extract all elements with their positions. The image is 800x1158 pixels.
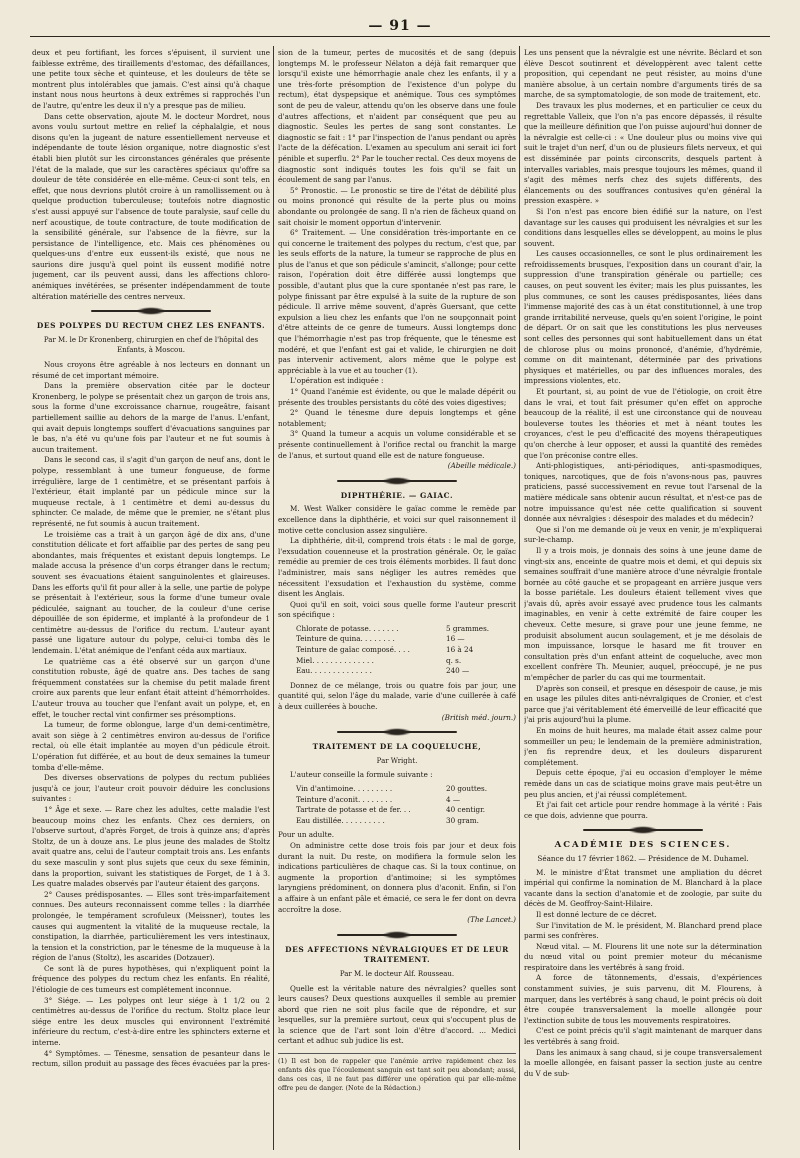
- paragraph: Le quatrième cas a été observé sur un garçon d'une constitution robuste, âgé de quatre ans. Des taches de sang fréquemment constatées sur la chemise du petit malade firent croire aux parents que leur enfant était atteint d'hémorrhoïdes. L'auteur trouva au toucher que l'enfant avait un polype, et, en effet, le toucher rectal vint confirmer ses présomptions.: [32, 656, 270, 719]
- column-3: [524, 48, 762, 1152]
- byline: Par Wright.: [376, 756, 418, 765]
- section-ornament: [91, 307, 211, 315]
- paragraph: Donnez de ce mélange, trois ou quatre fois par jour, une quantité qui, selon l'âge du malade, varie d'une cuillerée à café à deux cuillerées à bouche.: [278, 680, 516, 712]
- paragraph: Il y a trois mois, je donnais des soins à une jeune dame de vingt-six ans, enceinte de quatre mois et demi, et qui depuis six semaines souffrait d'une manière atroce d'une névralgie frontale bornée au côté gauche et se propageant en arrière jusque vers la bosse pariétale. Les douleurs étaient tellement vives que j'avais dû, après avoir essayé avec prudence tous les calmants imaginables, en venir à cette extrémité de faire couper les cheveux. Cette mesure, si grave pour une jeune femme, ne produisit absolument aucun soulagement, et je me désolais de mon impuissance, lorsque le hasard me fit trouver en consultation près d'un enfant atteint de coqueluche, avec mon excellent confrère Th. Meunier, auquel, préoccupé, je ne pus m'empêcher de parler du cas qui me tourmentait.: [524, 545, 762, 683]
- source-citation: (Abeille médicale.): [447, 461, 516, 471]
- paragraph: Ce sont là de pures hypothèses, qui n'expliquent point la fréquence des polypes du rectum chez les enfants. En réalité, l'étiologie de ces tumeurs est complétement inconnue.: [32, 963, 270, 995]
- paragraph: 1° Quand l'anémie est évidente, ou que le malade dépérit ou présente des troubles persistants du côté des voies digestives;: [278, 387, 516, 407]
- source-citation: (The Lancet.): [467, 915, 516, 925]
- section-title: ACADÉMIE DES SCIENCES.: [554, 840, 732, 851]
- paragraph: Le troisième cas a trait à un garçon âgé de dix ans, d'une constitution délicate et fort affaiblie par des pertes de sang peu abondantes, mais fréquentes et existant depuis longtemps. Le malade accusa la présence d'un corps étranger dans le rectum; souvent ses évacuations étaient sanguinolentes et glaireuses. Dans les efforts qu'il fit pour aller à la selle, une partie de polype se présentait à l'extérieur, sous la forme d'une tumeur ovale pédiculée, saignant au toucher, de la couleur d'une cerise dépouillée de son épiderme, et implanté à la profondeur de 1 centimètre au-dessus de l'orifice du rectum. L'auteur ayant passé une ligature autour du polype, celui-ci tomba dès le lendemain. L'état anémique de l'enfant céda aux martiaux.: [32, 529, 270, 656]
- paragraph: Depuis cette époque, j'ai eu occasion d'employer le même remède dans un cas de sciatique moins grave mais peut-être un peu plus ancien, et j'ai réussi complétement.: [524, 768, 762, 799]
- paragraph: Et pourtant, si, au point de vue de l'étiologie, on croit être dans le vrai, et tout fait présumer qu'en effet on approche beaucoup de la réalité, il est une circonstance qui de nouveau bouleverse toutes les théories et met à néant toutes les croyances, c'est le peu d'efficacité des moyens thérapeutiques qu'on cherche à leur opposer, et aussi la quantité des remèdes que l'on préconise contre elles.: [524, 387, 762, 460]
- section-title: TRAITEMENT DE LA COQUELUCHE,: [312, 742, 482, 752]
- prescription-row: Eau. . . . . . . . . . . . . . 240 —: [296, 666, 470, 676]
- paragraph: M. West Walker considère le gaïac comme le remède par excellence dans la diphthérie, et voici sur quel raisonnement il motive cette conclusion assez singulière.: [278, 504, 516, 535]
- paragraph: D'après son conseil, et presque en désespoir de cause, je mis en usage les pilules dites anti-névralgiques de Cronier, et c'est parce que j'ai véritablement été émerveillé de leur efficacité que j'ai pris aujourd'hui la plume.: [524, 683, 762, 725]
- page-number: — 91 —: [368, 18, 432, 34]
- byline: Par M. le docteur Alf. Rousseau.: [339, 969, 455, 978]
- paragraph: On administre cette dose trois fois par jour et deux fois durant la nuit. Du reste, on modifiera la formule selon les indications particulières de chaque cas. Si la toux continue, on augmente la proportion d'antimoine; si les symptômes laryngiens prédominent, on donnera plus d'aconit. Enfin, si l'on a affaire à un enfant pâle et émacié, ce sera le fer dont on devra accroître la dose.: [278, 840, 516, 914]
- session-line: Séance du 17 février 1862. — Présidence de M. Duhamel.: [537, 853, 749, 863]
- column-rule: [519, 46, 520, 1150]
- section-title: DIPHTHÉRIE. — GAIAC.: [340, 490, 454, 500]
- paragraph: L'opération est indiquée :: [290, 376, 384, 386]
- prescription-list: [296, 624, 516, 677]
- paragraph: Sur l'invitation de M. le président, M. Blanchard prend place parmi ses confrères.: [524, 920, 762, 941]
- paragraph: Nous croyons être agréable à nos lecteurs en donnant un résumé de cet important mémoire.: [32, 360, 270, 380]
- paragraph: En moins de huit heures, ma malade était assez calme pour sommeiller un peu; le lendemain de la première administration, j'en fis reprendre deux, et les douleurs disparurent complétement.: [524, 726, 762, 767]
- paragraph: Si l'on n'est pas encore bien édifié sur la nature, on l'est davantage sur les causes qui produisent les névralgies et sur les conditions dans lesquelles elles se développent, au moins le plus souvent.: [524, 206, 762, 248]
- prescription-row: Teinture de gaïac composé. . . . 16 à 24: [296, 645, 474, 655]
- prescription-row: Vin d'antimoine. . . . . . . . . 20 gouttes.: [296, 784, 487, 793]
- paragraph: Les uns pensent que la névralgie est une névrite. Béclard et son élève Descot soutinrent et développèrent avec talent cette proposition, qui cependant ne peut résister, au moins d'une manière absolue, à un certain nombre d'arguments tirés de sa marche, de sa symptomatologie, de son mode de traitement, etc.: [524, 48, 762, 100]
- page-header: [30, 18, 770, 37]
- footnote: (1) Il est bon de rappeler que l'anémie arrive rapidement chez les enfants dès que l'écoulement sanguin est tant soit peu abondant; aussi, dans ces cas, il ne faut pas différer une opération qui par elle-même offre peu de danger. (Note de la Rédaction.): [278, 1053, 516, 1093]
- section-title: DES AFFECTIONS NÉVRALGIQUES ET DE LEUR TRAITEMENT.: [285, 944, 509, 965]
- prescription-row: Teinture d'aconit. . . . . . . . 4 —: [296, 794, 461, 804]
- paragraph: Des travaux les plus modernes, et en particulier ce ceux du regrettable Valleix, que l'on n'a pas encore dépassés, il résulte que la meilleure définition que l'on puisse aujourd'hui donner de la névralgie est celle-ci : « Une douleur plus ou moins vive qui suit le trajet d'un nerf, d'un ou de plusieurs filets nerveux, et qui est disséminée par points circonscrits, desquels partent à intervalles variables, mais presque toujours les mêmes, quand il s'agit des mêmes nerfs chez des sujets différents, des élancements ou des souffrances contusives qu'en général la pression exaspère. »: [524, 100, 762, 206]
- paragraph: Dans les animaux à sang chaud, si je coupe transversalement la moelle allongée, en faisant passer la section juste au centre du V de sub-: [524, 1047, 762, 1078]
- paragraph: Quoi qu'il en soit, voici sous quelle forme l'auteur prescrit son spécifique :: [278, 599, 516, 620]
- paragraph: L'auteur conseille la formule suivante :: [290, 770, 433, 780]
- byline: Par M. le Dr Kronenberg, chirurgien en chef de l'hôpital des Enfants, à Moscou.: [43, 335, 259, 355]
- section-ornament: [583, 826, 703, 834]
- paragraph: Dans cette observation, ajoute M. le docteur Mordret, nous avons voulu surtout mettre en relief la céphalalgie, et nous disons qu'en la jugeant de nature essentiellement nerveuse et indépendante de toute lésion organique, notre diagnostic s'est établi bien plutôt sur les circonstances générales que présente l'état de la malade, que sur les caractères spéciaux qu'offre sa douleur de tête considérée en elle-même. Ceux-ci sont tels, en effet, que nous devrions plutôt croire à un ramollissement ou à quelque production tuberculeuse; toutefois notre diagnostic s'est aussi appuyé sur l'absence de toute paralysie, sauf celle du nerf acoustique, de toute contracture, de toute modification de la sensibilité générale, sur l'absence de la fièvre, sur la persistance de l'intelligence, etc. Mais ces phénomènes ou quelques-uns d'entre eux eussent-ils existé, que nous ne saurions dire jusqu'à quel point ils eussent modifié notre jugement, car ils peuvent aussi, dans les affections chloro-anémiques invétérées, se présenter indépendamment de toute altération matérielle des centres nerveux.: [32, 111, 270, 301]
- paragraph: A force de tâtonnements, d'essais, d'expériences constamment suivies, je suis parvenu, dit M. Flourens, à marquer, dans les vertébrés à sang chaud, le point précis où doit être coupée transversalement la moelle allongée pour l'extinction subite de tous les mouvements respiratoires.: [524, 973, 762, 1025]
- paragraph: 2° Causes prédisposantes. — Elles sont très-imparfaitement connues. Des auteurs reconnaissent comme telles : la diarrhée prolongée, le tempérament scrofuleux (Meissner), toutes les causes qui augmentent la vitalité de la muqueuse rectale, la constipation, la diarrhée, particulièrement les vers intestinaux, la tension et la constriction, par le ténesme de la muqueuse à la région de l'anus (Stoltz), les ascarides (Dotzauer).: [32, 889, 270, 963]
- paragraph: 3° Quand la tumeur a acquis un volume considérable et se présente continuellement à l'orifice rectal ou franchit la marge de l'anus, et surtout quand elle est de nature fongueuse.: [278, 429, 516, 460]
- paragraph: 3° Siége. — Les polypes ont leur siége à 1 1/2 ou 2 centimètres au-dessus de l'orifice du rectum. Stoltz place leur siége entre les deux muscles qui environnent l'extrémité inférieure du rectum, c'est-à-dire entre les sphincters externe et interne.: [32, 995, 270, 1048]
- paragraph: Nœud vital. — M. Flourens lit une note sur la détermination du nœud vital ou point premier moteur du mécanisme respiratoire dans les vertébrés à sang froid.: [524, 941, 762, 972]
- prescription-row: Miel. . . . . . . . . . . . . . q. s.: [296, 655, 462, 665]
- paragraph: Les causes occasionnelles, ce sont le plus ordinairement les refroidissements brusques, l'exposition dans un courant d'air, la suppression d'une transpiration générale ou partielle; ces causes, on peut souvent les éviter; mais les plus puissantes, les plus communes, ce sont les causes prédisposantes, liées dans l'immense majorité des cas à un état constitutionnel, à une trop grande irritabilité nerveuse, quels qu'en soient l'origine, le point de départ. Or on sait que les constitutions les plus nerveuses sont celles des personnes qui sont habituellement dans un état de chlorose plus ou moins prononcé, d'anémie, d'hydrémie, comme on dit maintenant, déterminée par des privations physiques et matérielles, ou par des influences morales, des impressions violentes, etc.: [524, 249, 762, 386]
- prescription-list: [296, 784, 516, 826]
- paragraph: C'est ce point précis qu'il s'agit maintenant de marquer dans les vertébrés à sang froid.: [524, 1026, 762, 1047]
- column-rule: [273, 46, 274, 1150]
- paragraph: 6° Traitement. — Une considération très-importante en ce qui concerne le traitement des polypes du rectum, c'est que, par les seuls efforts de la nature, la tumeur se rapproche de plus en plus de l'anus et que son pédicule s'amincit, s'allonge; pour cette raison, l'opération doit être différée aussi longtemps que possible, d'autant plus que la cure spontanée n'est pas rare, le polype finissant par être expulsé à la suite de la rupture de son pédicule. Il arrive même souvent, d'après Guersant, que cette expulsion a lieu chez les enfants que l'on ne soupçonnait point d'être atteints de ce genre de tumeurs. Aussi longtemps donc que l'hémorrhagie n'est pas trop fréquente, que le ténesme est modéré, et que l'enfant est gai et valide, le chirurgien ne doit pas intervenir activement, alors même que le polype est appréciable à la vue et au toucher (1).: [278, 228, 516, 375]
- paragraph: Pour un adulte.: [278, 830, 335, 840]
- paragraph: Anti-phlogistiques, anti-périodiques, anti-spasmodiques, toniques, narcotiques, que de fois n'avons-nous pas, pauvres praticiens, passé successivement en revue tout l'arsenal de la matière médicale sans obtenir aucun résultat, et n'est-ce pas de notre impuissance qu'est née cette qualification si souvent donnée aux névralgies : désespoir des malades et du médecin?: [524, 461, 762, 524]
- paragraph: La tumeur, de forme oblongue, large d'un demi-centimètre, avait son siège à 2 centimètres environ au-dessus de l'orifice rectal, où elle était implantée au moyen d'un pédicule étroit. L'opération fut différée, et au bout de deux semaines la tumeur tomba d'elle-même.: [32, 720, 270, 772]
- paragraph: Et j'ai fait cet article pour rendre hommage à la vérité : Fais ce que dois, advienne que pourra.: [524, 800, 762, 820]
- prescription-row: Eau distillée. . . . . . . . . . 30 gram.: [296, 815, 479, 825]
- source-citation: (British méd. journ.): [441, 712, 516, 722]
- paragraph: Quelle est la véritable nature des névralgies? quelles sont leurs causes? Deux questions auxquelles il semble au premier abord que rien ne soit plus facile que de répondre, et sur lesquelles, sur la première surtout, ceux qui s'occupent plus de la science que de l'art sont loin d'être d'accord. ... Medici certant et adhuc sub judice lis est.: [278, 983, 516, 1046]
- section-ornament: [337, 728, 457, 736]
- paragraph: Des diverses observations de polypes du rectum publiées jusqu'à ce jour, l'auteur croit pouvoir déduire les conclusions suivantes :: [32, 773, 270, 804]
- prescription-row: Teinture de quina. . . . . . . . 16 —: [296, 634, 465, 644]
- paragraph: sion de la tumeur, pertes de mucosités et de sang (depuis longtemps M. le professeur Nélaton a déjà fait remarquer que lorsqu'il existe une hémorrhagie anale chez les enfants, il y a une très-forte présomption de l'existence d'un polype du rectum), état dyspepsique et anémique. Tous ces symptômes sont de peu de valeur, attendu qu'on les observe dans une foule d'autres affections, et n'aident par conséquent que peu au diagnostic. Seules les pertes de sang sont constantes. Le diagnostic se fait : 1° par l'inspection de l'anus pendant ou après l'acte de la défécation. L'examen au speculum ani serait ici fort pénible et superflu. 2° Par le toucher rectal. Ces deux moyens de diagnostic sont indiqués toutes les fois qu'il se fait un écoulement de sang par l'anus.: [278, 48, 516, 185]
- paragraph: La diphthérie, dit-il, comprend trois états : le mal de gorge, l'exsudation couenneuse et la prostration générale. Or, le gaïac remédie au premier de ces trois éléments morbides. Il faut donc l'administrer, mais sans négliger les autres remèdes que nécessitent l'exsudation et l'exhaustion du système, comme disent les Anglais.: [278, 536, 516, 599]
- prescription-row: Chlorate de potasse. . . . . . . 5 grammes.: [296, 623, 490, 633]
- paragraph: M. le ministre d'État transmet une ampliation du décret impérial qui confirme la nomination de M. Blanchard à la place vacante dans la section d'anatomie et de zoologie, par suite du décès de M. Geoffroy-Saint-Hilaire.: [524, 867, 762, 909]
- section-ornament: [337, 931, 457, 939]
- paragraph: Dans le second cas, il s'agit d'un garçon de neuf ans, dont le polype, ressemblant à une tumeur fongueuse, de forme irrégulière, large de 1 centimètre, et se présentant parfois à l'extérieur, était implanté par un pédicule mince sur la muqueuse rectale, à 1 centimètre et demi au-dessus du sphincter. Ce malade, de même que le premier, ne s'étant plus représenté, ne fut soumis à aucun traitement.: [32, 455, 270, 528]
- paragraph: 4° Symptômes. — Ténesme, sensation de pesanteur dans le rectum, sillon produit au passage des fèces évacuées par la pres-: [32, 1048, 270, 1069]
- paragraph: Il est donné lecture de ce décret.: [536, 909, 657, 919]
- paragraph: Dans la première observation citée par le docteur Kronenberg, le polype se présentait chez un garçon de trois ans, sous la forme d'une excroissance charnue, rougeâtre, faisant partiellement saillie au dehors de la marge de l'anus. L'enfant, qui avait depuis longtemps souffert d'évacuations sanguines par le bas, n'a été vu qu'une fois par l'auteur et ne fut soumis à aucun traitement.: [32, 381, 270, 454]
- paragraph: Que si l'on me demande où je veux en venir, je m'expliquerai sur-le-champ.: [524, 524, 762, 545]
- column-1: [32, 48, 270, 1152]
- prescription-row: Tartrate de potasse et de fer. . . 40 centigr.: [296, 805, 486, 815]
- paragraph: 5° Pronostic. — Le pronostic se tire de l'état de débilité plus ou moins prononcé qui résulte de la perte plus ou moins abondante ou prolongée de sang. Il n'a rien de fâcheux quand on sait choisir le moment opportun d'intervenir.: [278, 185, 516, 227]
- section-title: DES POLYPES DU RECTUM CHEZ LES ENFANTS.: [36, 321, 266, 331]
- column-2: [278, 48, 516, 1152]
- paragraph: deux et peu fortifiant, les forces s'épuisent, il survient une faiblesse extrême, des tiraillements d'estomac, des défaillances, une petite toux sèche et quinteuse, et les douleurs de tête se montrent plus intolérables que jamais. C'est ainsi qu'à chaque instant nous nous heurtons à deux extrêmes si rapprochés l'un de l'autre, qu'entre les deux il n'y a presque pas de milieu.: [32, 48, 270, 110]
- section-ornament: [337, 477, 457, 485]
- paragraph: 2° Quand le ténesme dure depuis longtemps et gêne notablement;: [278, 408, 516, 428]
- paragraph: 1° Âge et sexe. — Rare chez les adultes, cette maladie l'est beaucoup moins chez les enfants. Chez ces derniers, on l'observe surtout, d'après Forget, de trois à quinze ans; d'après Stoltz, de un à douze ans. Le plus jeune des malades de Stoltz avait quatre ans, celui de l'auteur comptait trois ans. Les enfants du sexe masculin y sont plus sujets que ceux du sexe féminin, dans la proportion, suivant les statistiques de Forget, de 1 à 3. Les quatre malades observés par l'auteur étaient des garçons.: [32, 804, 270, 889]
